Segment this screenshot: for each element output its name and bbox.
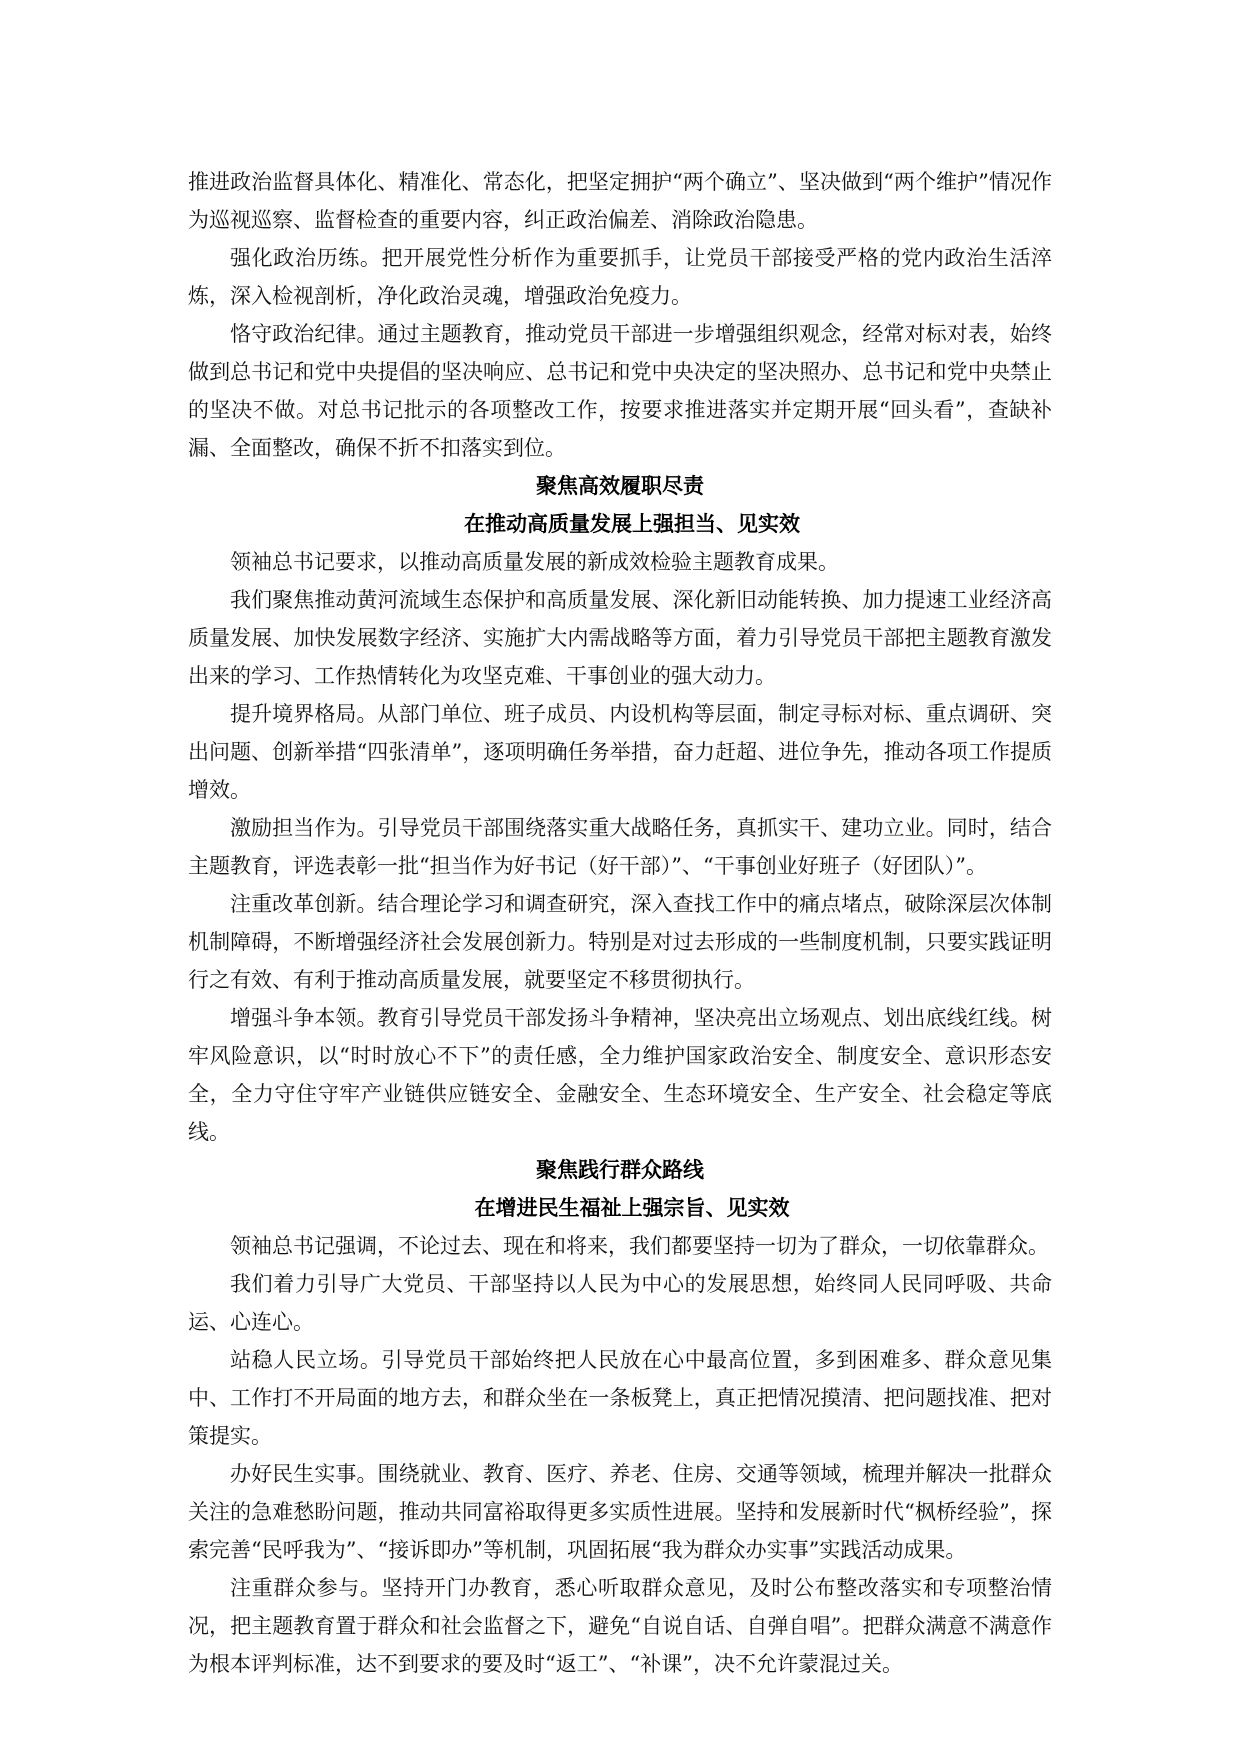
paragraph: 增强斗争本领。教育引导党员干部发扬斗争精神，坚决亮出立场观点、划出底线红线。树牢风险意识，以“时时放心不下”的责任感，全力维护国家政治安全、制度安全、意识形态安全，全力守住守牢产业链供应链安全、金融安全、生态环境安全、生产安全、社会稳定等底线。 — [188, 1006, 1052, 1144]
document-page — [188, 163, 1052, 1683]
paragraph: 强化政治历练。把开展党性分析作为重要抓手，让党员干部接受严格的党内政治生活淬炼，深入检视剖析，净化政治灵魂，增强政治免疫力。 — [188, 246, 1052, 308]
paragraph: 领袖总书记强调，不论过去、现在和将来，我们都要坚持一切为了群众，一切依靠群众。 — [230, 1234, 1049, 1258]
section-subheading: 在推动高质量发展上强担当、见实效 — [464, 512, 800, 536]
paragraph: 恪守政治纪律。通过主题教育，推动党员干部进一步增强组织观念，经常对标对表，始终做到总书记和党中央提倡的坚决响应、总书记和党中央决定的坚决照办、总书记和党中央禁止的坚决不做。对总书记批示的各项整改工作，按要求推进落实并定期开展“回头看”，查缺补漏、全面整改，确保不折不扣落实到位。 — [188, 322, 1052, 460]
paragraph: 提升境界格局。从部门单位、班子成员、内设机构等层面，制定寻标对标、重点调研、突出问题、创新举措“四张清单”，逐项明确任务举措，奋力赶超、进位争先，推动各项工作提质增效。 — [188, 702, 1052, 802]
paragraph: 领袖总书记要求，以推动高质量发展的新成效检验主题教育成果。 — [230, 550, 839, 574]
section-heading: 聚焦高效履职尽责 — [536, 474, 704, 498]
section-heading: 聚焦践行群众路线 — [536, 1158, 704, 1182]
paragraph: 办好民生实事。围绕就业、教育、医疗、养老、住房、交通等领域，梳理并解决一批群众关注的急难愁盼问题，推动共同富裕取得更多实质性进展。坚持和发展新时代“枫桥经验”，探索完善“民呼我为”、“接诉即办”等机制，巩固拓展“我为群众办实事”实践活动成果。 — [188, 1462, 1052, 1562]
paragraph-continued: 推进政治监督具体化、精准化、常态化，把坚定拥护“两个确立”、坚决做到“两个维护”情况作为巡视巡察、监督检查的重要内容，纠正政治偏差、消除政治隐患。 — [188, 170, 1052, 232]
paragraph: 站稳人民立场。引导党员干部始终把人民放在心中最高位置，多到困难多、群众意见集中、工作打不开局面的地方去，和群众坐在一条板凳上，真正把情况摸清、把问题找准、把对策提实。 — [188, 1348, 1052, 1448]
paragraph: 注重改革创新。结合理论学习和调查研究，深入查找工作中的痛点堵点，破除深层次体制机制障碍，不断增强经济社会发展创新力。特别是对过去形成的一些制度机制，只要实践证明行之有效、有利于推动高质量发展，就要坚定不移贯彻执行。 — [188, 892, 1052, 992]
paragraph: 注重群众参与。坚持开门办教育，悉心听取群众意见，及时公布整改落实和专项整治情况，把主题教育置于群众和社会监督之下，避免“自说自话、自弹自唱”。把群众满意不满意作为根本评判标准，达不到要求的要及时“返工”、“补课”，决不允许蒙混过关。 — [188, 1576, 1052, 1676]
paragraph: 激励担当作为。引导党员干部围绕落实重大战略任务，真抓实干、建功立业。同时，结合主题教育，评选表彰一批“担当作为好书记（好干部）”、“干事创业好班子（好团队）”。 — [188, 816, 1052, 878]
paragraph: 我们聚焦推动黄河流域生态保护和高质量发展、深化新旧动能转换、加力提速工业经济高质量发展、加快发展数字经济、实施扩大内需战略等方面，着力引导党员干部把主题教育激发出来的学习、工作热情转化为攻坚克难、干事创业的强大动力。 — [188, 588, 1052, 688]
paragraph: 我们着力引导广大党员、干部坚持以人民为中心的发展思想，始终同人民同呼吸、共命运、心连心。 — [188, 1272, 1052, 1334]
section-subheading: 在增进民生福祉上强宗旨、见实效 — [474, 1196, 790, 1220]
